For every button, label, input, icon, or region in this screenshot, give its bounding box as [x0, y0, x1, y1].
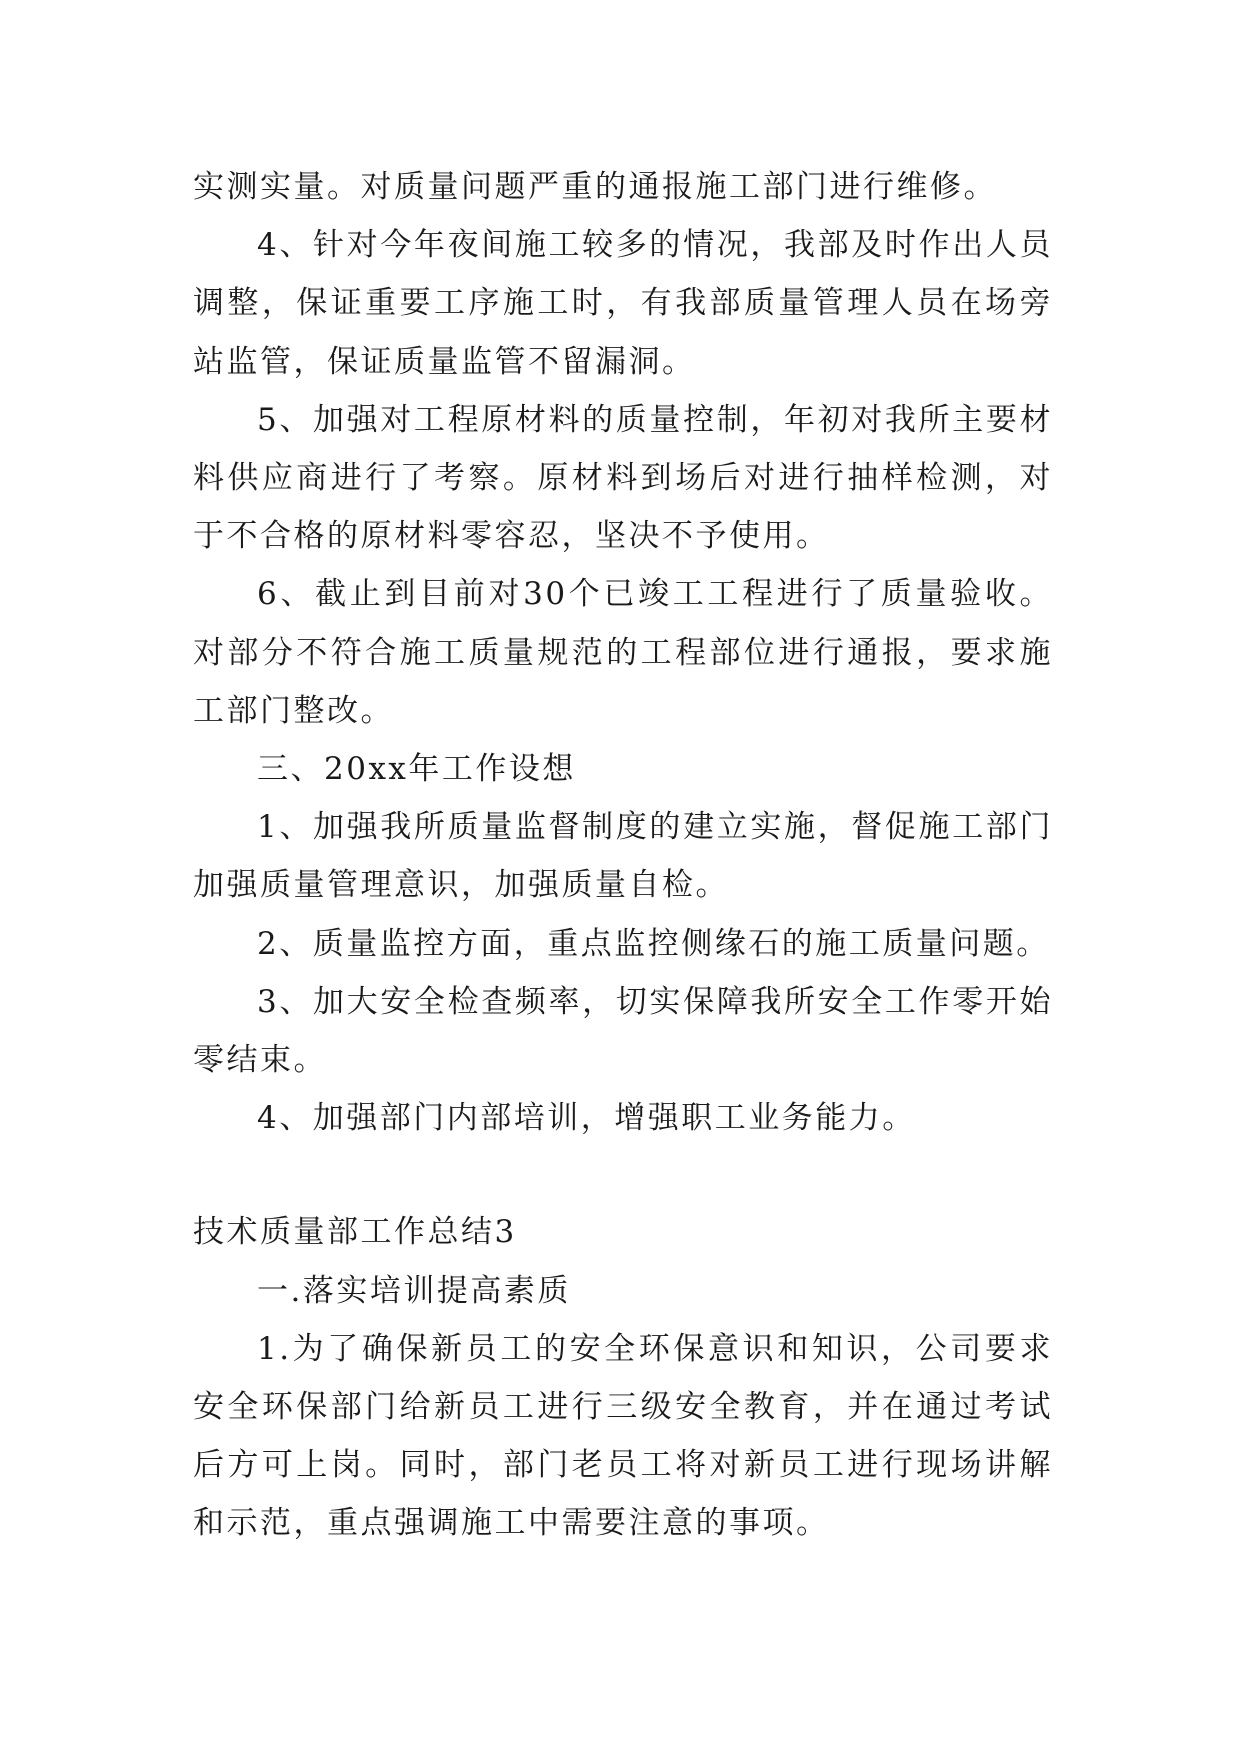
paragraph: 5、加强对工程原材料的质量控制，年初对我所主要材料供应商进行了考察。原材料到场后对进行抽样检测，对于不合格的原材料零容忍，坚决不予使用。	[193, 401, 1053, 555]
paragraph: 1.为了确保新员工的安全环保意识和知识，公司要求安全环保部门给新员工进行三级安全教育，并在通过考试后方可上岗。同时，部门老员工将对新员工进行现场讲解和示范，重点强调施工中需要注意的事项。	[193, 1330, 1053, 1542]
paragraph: 4、针对今年夜间施工较多的情况，我部及时作出人员调整，保证重要工序施工时，有我部质量管理人员在场旁站监管，保证质量监管不留漏洞。	[193, 227, 1053, 380]
paragraph: 实测实量。对质量问题严重的通报施工部门进行维修。	[193, 169, 997, 205]
subheading: 三、20xx年工作设想	[257, 751, 576, 788]
paragraph: 6、截止到目前对30个已竣工工程进行了质量验收。对部分不符合施工质量规范的工程部位进行通报，要求施工部门整改。	[193, 576, 1053, 729]
paragraph: 4、加强部门内部培训，增强职工业务能力。	[257, 1100, 916, 1137]
paragraph: 2、质量监控方面，重点监控侧缘石的施工质量问题。	[257, 925, 1050, 962]
document-body	[193, 158, 1053, 1553]
section-title: 技术质量部工作总结3	[193, 1214, 517, 1251]
paragraph: 3、加大安全检查频率，切实保障我所安全工作零开始零结束。	[193, 983, 1053, 1079]
subheading: 一.落实培训提高素质	[257, 1272, 571, 1309]
paragraph: 1、加强我所质量监督制度的建立实施，督促施工部门加强质量管理意识，加强质量自检。	[193, 809, 1053, 904]
